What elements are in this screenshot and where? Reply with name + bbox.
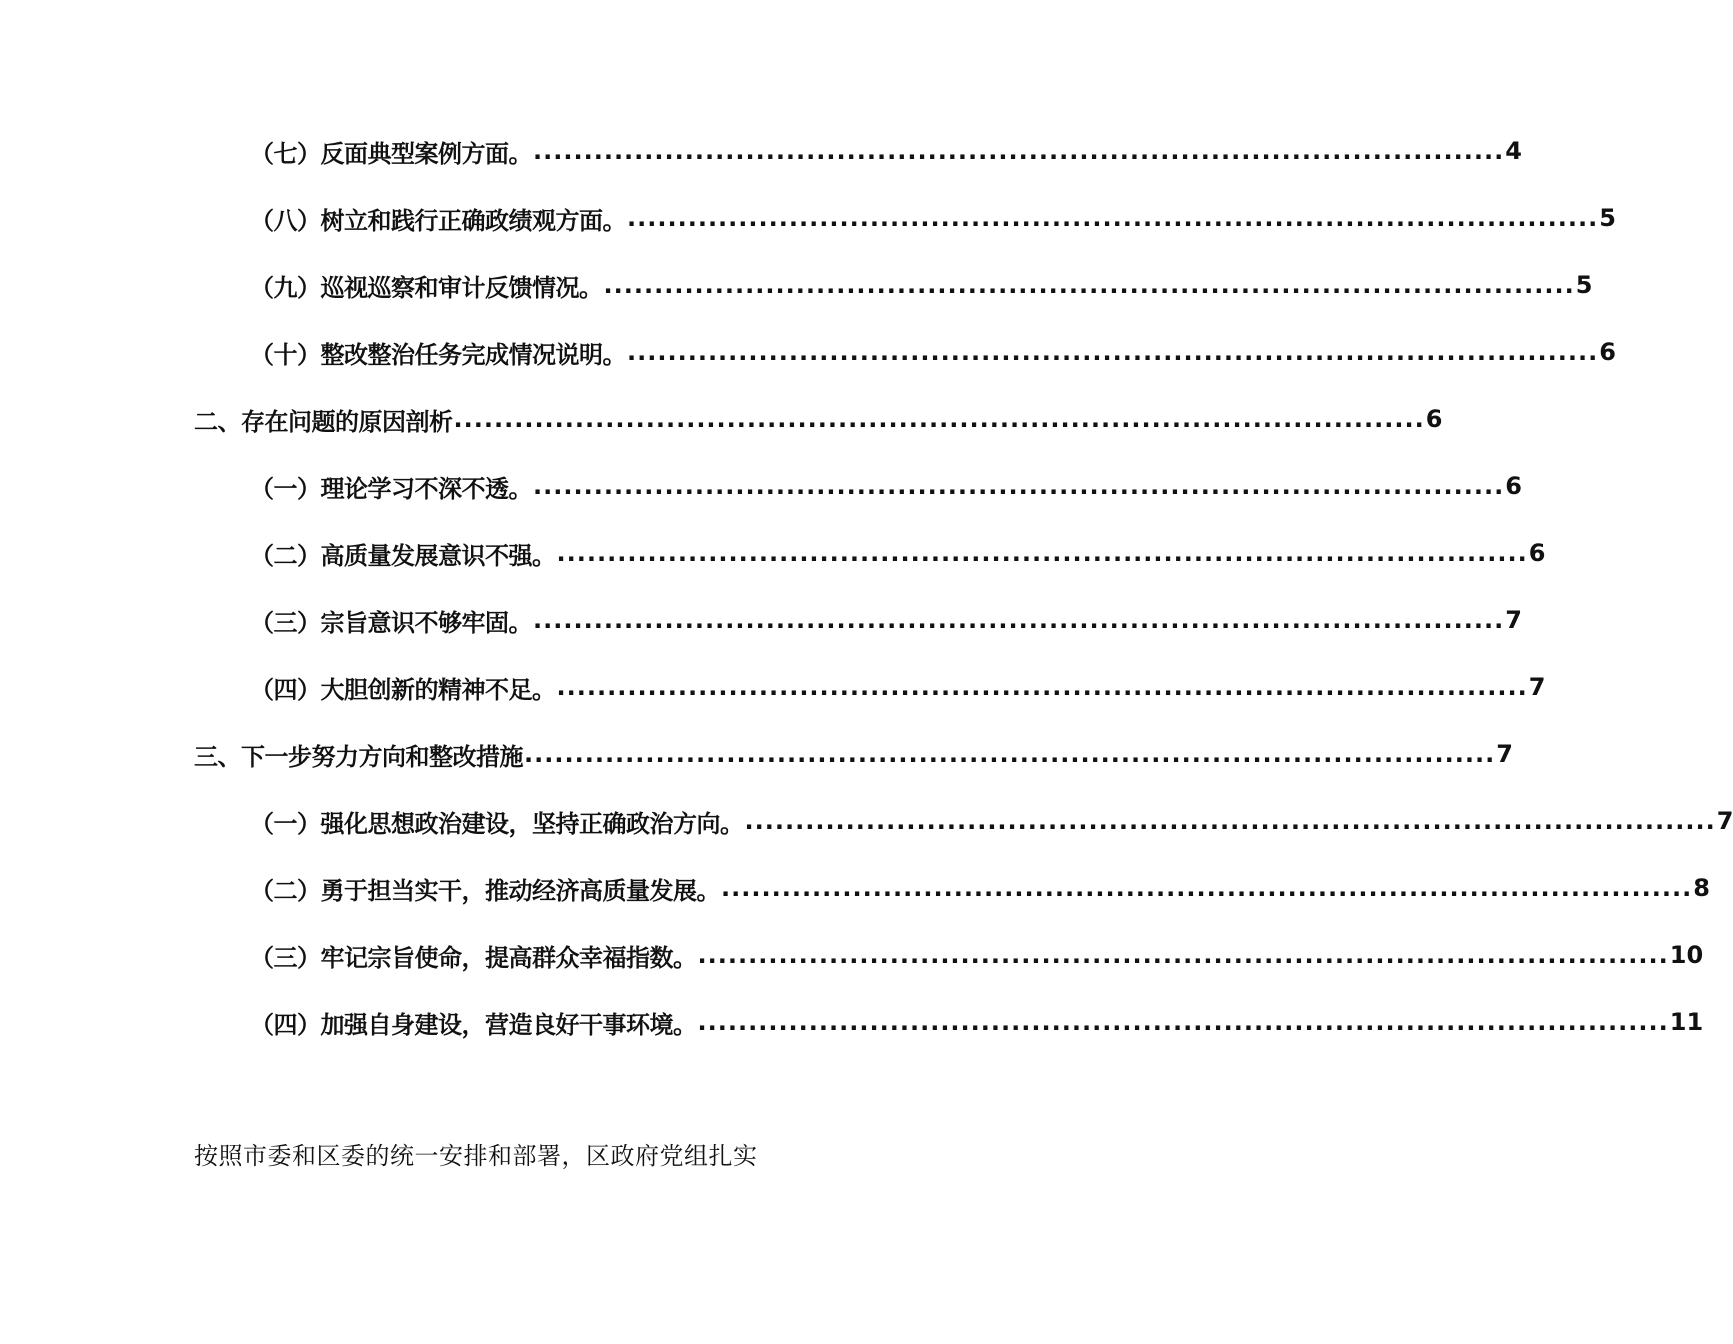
toc-entry-title: （四）加强自身建设，营造良好干事环境。 xyxy=(250,1010,697,1039)
toc-page-number: 6 xyxy=(1599,338,1616,366)
toc-page-number: 6 xyxy=(1505,472,1522,500)
toc-page-number: 6 xyxy=(1528,539,1546,567)
toc-page-number: 11 xyxy=(1669,1008,1704,1036)
toc-entry-title: （七）反面典型案例方面。 xyxy=(250,139,532,168)
toc-entry-title: （十）整改整治任务完成情况说明。 xyxy=(250,340,626,369)
toc-entry-title: 三、下一步努力方向和整改措施 xyxy=(194,742,523,771)
toc-entry[interactable] xyxy=(250,466,1522,506)
toc-entry[interactable] xyxy=(250,1002,1704,1042)
toc-entry[interactable] xyxy=(250,600,1522,640)
toc-entry-title: （九）巡视巡察和审计反馈情况。 xyxy=(250,273,603,302)
toc-entry[interactable] xyxy=(250,131,1522,171)
toc-section-entry[interactable] xyxy=(194,734,1513,774)
toc-page-number: 5 xyxy=(1575,271,1593,299)
toc-page-number: 7 xyxy=(1496,740,1513,768)
toc-entry[interactable] xyxy=(250,265,1593,305)
toc-page-number: 10 xyxy=(1669,941,1704,969)
toc-entry-title: 二、存在问题的原因剖析 xyxy=(194,407,453,436)
toc-entry-title: （四）大胆创新的精神不足。 xyxy=(250,675,556,704)
toc-entry[interactable] xyxy=(250,667,1546,707)
toc-entry-title: （二）勇于担当实干，推动经济高质量发展。 xyxy=(250,876,720,905)
toc-dot-leader: ................................................................................................ xyxy=(453,405,1425,433)
toc-page-number: 4 xyxy=(1505,137,1522,165)
toc-dot-leader: ................................................................................................ xyxy=(603,271,1575,299)
toc-dot-leader: ................................................................................................ xyxy=(533,472,1505,500)
toc-entry[interactable] xyxy=(250,332,1616,372)
toc-entry[interactable] xyxy=(250,198,1616,238)
toc-dot-leader: ................................................................................................ xyxy=(721,874,1693,902)
toc-entry-title: （三）牢记宗旨使命，提高群众幸福指数。 xyxy=(250,943,697,972)
toc-page-number: 6 xyxy=(1425,405,1443,433)
toc-dot-leader: ................................................................................................ xyxy=(744,807,1716,835)
toc-entry-title: （一）强化思想政治建设，坚持正确政治方向。 xyxy=(250,809,744,838)
toc-dot-leader: ................................................................................................ xyxy=(533,606,1505,634)
toc-dot-leader: ................................................................................................ xyxy=(556,673,1528,701)
toc-entry[interactable] xyxy=(250,533,1546,573)
toc-entry-title: （八）树立和践行正确政绩观方面。 xyxy=(250,206,626,235)
toc-entry-title: （一）理论学习不深不透。 xyxy=(250,474,532,503)
toc-dot-leader: ................................................................................................ xyxy=(556,539,1528,567)
toc-dot-leader: ................................................................................................ xyxy=(697,1008,1669,1036)
toc-page-number: 8 xyxy=(1693,874,1710,902)
toc-entry[interactable] xyxy=(250,801,1733,841)
body-paragraph: 按照市委和区委的统一安排和部署，区政府党组扎实 xyxy=(194,1141,758,1170)
toc-entry-title: （二）高质量发展意识不强。 xyxy=(250,541,556,570)
toc-entry-title: （三）宗旨意识不够牢固。 xyxy=(250,608,532,637)
toc-dot-leader: ................................................................................................ xyxy=(524,740,1496,768)
toc-dot-leader: ................................................................................................ xyxy=(533,137,1505,165)
toc-dot-leader: ................................................................................................ xyxy=(627,338,1599,366)
toc-page-number: 7 xyxy=(1528,673,1546,701)
toc-section-entry[interactable] xyxy=(194,399,1443,439)
toc-page-number: 7 xyxy=(1505,606,1522,634)
toc-page-number: 7 xyxy=(1716,807,1733,835)
toc-entry[interactable] xyxy=(250,868,1710,908)
toc-page-number: 5 xyxy=(1599,204,1616,232)
toc-entry[interactable] xyxy=(250,935,1704,975)
toc-dot-leader: ................................................................................................ xyxy=(697,941,1669,969)
toc-dot-leader: ................................................................................................ xyxy=(627,204,1599,232)
